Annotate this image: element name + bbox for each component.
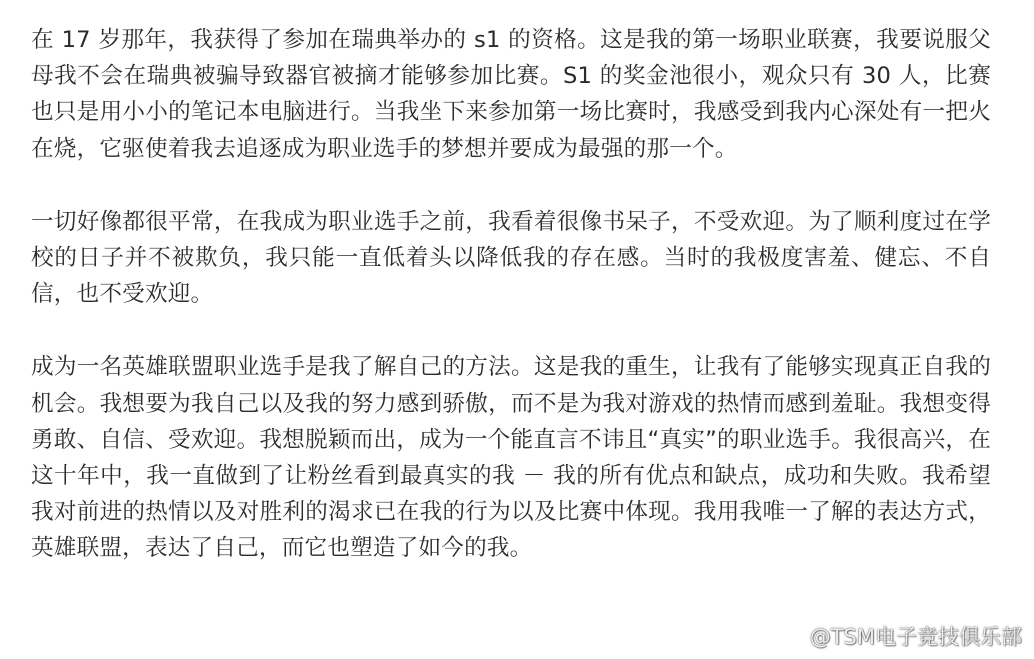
weibo-watermark	[774, 625, 1022, 649]
paragraph-2: 一切好像都很平常，在我成为职业选手之前，我看着很像书呆子，不受欢迎。为了顺利度过在学校的日子并不被欺负，我只能一直低着头以降低我的存在感。当时的我极度害羞、健忘、不自信，也不受欢迎。	[31, 208, 991, 308]
paragraph-3: 成为一名英雄联盟职业选手是我了解自己的方法。这是我的重生，让我有了能够实现真正自我的机会。我想要为我自己以及我的努力感到骄傲，而不是为我对游戏的热情而感到羞耻。我想变得勇敢、自信、受欢迎。我想脱颖而出，成为一个能直言不讳且“真实”的职业选手。我很高兴，在这十年中，我一直做到了让粉丝看到最真实的我 － 我的所有优点和缺点，成功和失败。我希望我对前进的热情以及对胜利的渴求已在我的行为以及比赛中体现。我用我唯一了解的表达方式，英雄联盟，表达了自己，而它也塑造了如今的我。	[31, 354, 991, 562]
paragraph-1: 在 17 岁那年，我获得了参加在瑞典举办的 s1 的资格。这是我的第一场职业联赛，我要说服父母我不会在瑞典被骗导致器官被摘才能够参加比赛。S1 的奖金池很小，观众只有 30 人，比赛也只是用小小的笔记本电脑进行。当我坐下来参加第一场比赛时，我感受到我内心深处有一把火在烧，它驱使着我去追逐成为职业选手的梦想并要成为最强的那一个。	[31, 27, 991, 162]
weibo-icon	[774, 625, 804, 649]
article-body	[31, 22, 991, 567]
watermark-text: @TSM电子竞技俱乐部	[809, 625, 1022, 649]
